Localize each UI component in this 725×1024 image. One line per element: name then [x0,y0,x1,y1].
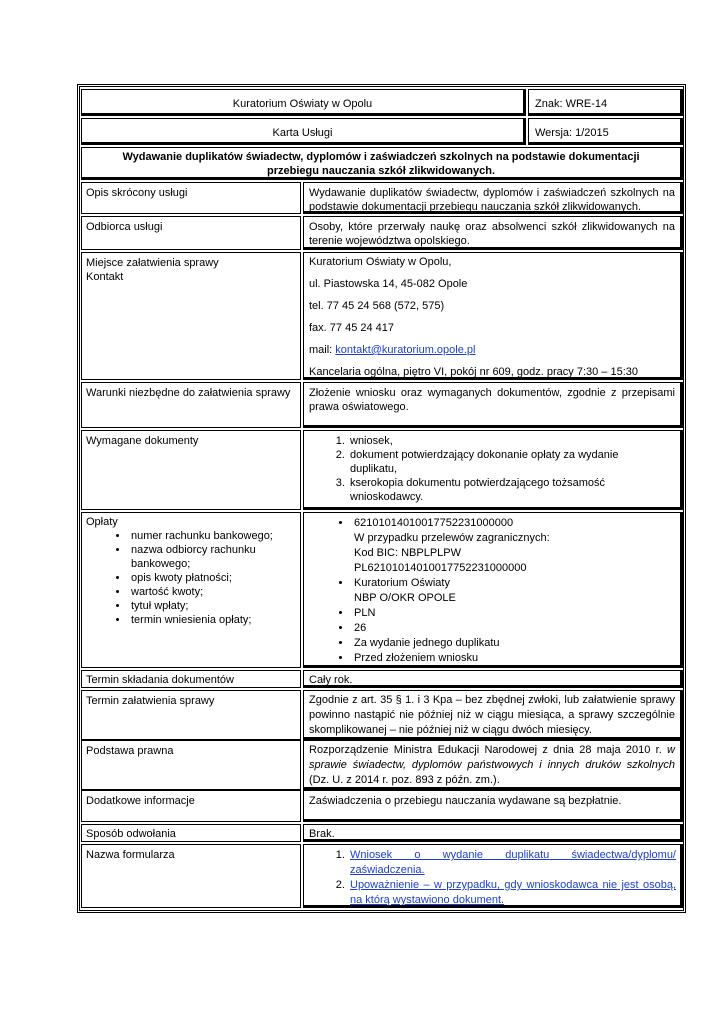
list-item: 2. dokument potwierdzający dokonanie opłaty za wydanie duplikatu, [348,448,640,476]
list-item: 3. kserokopia dokumentu potwierdzającego tożsamość wnioskodawcy. [348,476,640,504]
row-value-opis: Wydawanie duplikatów świadectw, dyplomów i zaświadczeń szkolnych na podstawie dokumentacji przebiegu nauczania szkół zlikwidowanych. [303,182,683,214]
row-label-odbiorca: Odbiorca usługi [81,216,301,250]
row-label-podstawa: Podstawa prawna [81,740,301,790]
email-link[interactable]: kontakt@kuratorium.opole.pl [335,344,476,356]
row-value-dodatkowe: Zaświadczenia o przebiegu nauczania wydawane są bezpłatnie. [303,790,683,822]
row-value-dokumenty [303,430,683,510]
office-hours: Kancelaria ogólna, piętro VI, pokój nr 609, godz. pracy 7:30 – 15:30 [309,366,638,378]
institution-name: Kuratorium Oświaty w Opolu [232,98,373,110]
row-value-odbiorca: Osoby, które przerwały naukę oraz absolwenci szkół zlikwidowanych na terenie województwa opolskiego. [303,216,683,250]
amount: • 26 [352,621,680,636]
institution-cell [81,89,526,116]
list-item: • tytuł wpłaty; [129,599,276,613]
list-item: • opis kwoty płatności; [129,571,276,585]
list-item: • termin wniesienia opłaty; [129,613,276,627]
row-label-dokumenty: Wymagane dokumenty [81,430,301,510]
row-value-odwolanie: Brak. [303,824,683,842]
form-item [348,848,676,878]
document-sign: Znak: WRE-14 [535,98,608,110]
row-value-oplaty [303,512,683,668]
version-label: Wersja: 1/2015 [535,127,609,139]
row-value-miejsce [303,252,683,380]
card-title: Karta Usługi [272,127,333,139]
row-value-warunki: Złożenie wniosku oraz wymaganych dokumentów, zgodnie z przepisami prawa oświatowego. [303,382,683,428]
row-label-termin-zalatwienia: Termin załatwienia sprawy [81,690,301,740]
service-title: Wydawanie duplikatów świadectw, dyplomów i zaświadczeń szkolnych na podstawie dokumentacji przebiegu nauczania szkół zlikwidowanych. [122,151,640,177]
list-item: 1. wniosek, [348,434,640,448]
card-title-cell [81,118,526,145]
list-item: • nazwa odbiorcy rachunku bankowego; [129,543,276,571]
office-fax: fax. 77 45 24 417 [309,322,395,334]
row-value-formularz [303,844,683,908]
row-label-warunki: Warunki niezbędne do załatwienia sprawy [81,382,301,428]
form-item [348,878,676,908]
form-link-application[interactable]: Wniosek o wydanie duplikatu świadectwa/dyplomu/ zaświadczenia. [350,849,676,876]
row-label-miejsce: Miejsce załatwienia sprawy Kontakt [81,252,301,380]
row-label-opis: Opis skrócony usługi [81,182,301,214]
row-value-podstawa: Rozporządzenie Ministra Edukacji Narodowej z dnia 28 maja 2010 r. w sprawie świadectw, dyplomów państwowych i innych druków szkolnych (Dz. U. z 2014 r. poz. 893 z późn. zm.). [303,740,683,790]
office-phone: tel. 77 45 24 568 (572, 575) [309,300,445,312]
row-label-formularz: Nazwa formularza [81,844,301,908]
currency: • PLN [352,606,680,621]
row-label-termin-skladania: Termin składania dokumentów [81,670,301,688]
bank-account: • 62101014010017752231000000 W przypadku przelewów zagranicznych: Kod BIC: NBPLPLPW PL62101014010017752231000000 [352,516,680,576]
sign-cell [528,89,683,116]
version-cell [528,118,683,145]
service-title-cell [81,147,683,180]
office-name: Kuratorium Oświaty w Opolu, [309,256,452,268]
list-item: • numer rachunku bankowego; [129,529,276,543]
row-label-dodatkowe: Dodatkowe informacje [81,790,301,822]
row-value-termin-skladania: Cały rok. [303,670,683,688]
recipient: • Kuratorium Oświaty NBP O/OKR OPOLE [352,576,680,606]
office-address: ul. Piastowska 14, 45-082 Opole [309,278,468,290]
row-label-oplaty: Opłaty • numer rachunku bankowego; • nazwa odbiorcy rachunku bankowego; • opis kwoty płatności; • wartość kwoty; • tytuł wpłaty; • termin wniesienia opłaty; [81,512,301,668]
payment-deadline: • Przed złożeniem wniosku [352,651,680,666]
row-value-termin-zalatwienia: Zgodnie z art. 35 § 1. i 3 Kpa – bez zbędnej zwłoki, lub załatwienie sprawy powinno nastąpić nie później niż w ciągu miesiąca, a sprawy szczególnie skomplikowanej – nie później niż w ciągu dwóch miesięcy. [303,690,683,740]
list-item: • wartość kwoty; [129,585,276,599]
form-link-authorization[interactable]: Upoważnienie – w przypadku, gdy wnioskodawca nie jest osobą, na którą wystawiono dokument. [350,879,676,906]
row-label-odwolanie: Sposób odwołania [81,824,301,842]
payment-title: • Za wydanie jednego duplikatu [352,636,680,651]
office-mail: mail: kontakt@kuratorium.opole.pl [309,344,476,356]
